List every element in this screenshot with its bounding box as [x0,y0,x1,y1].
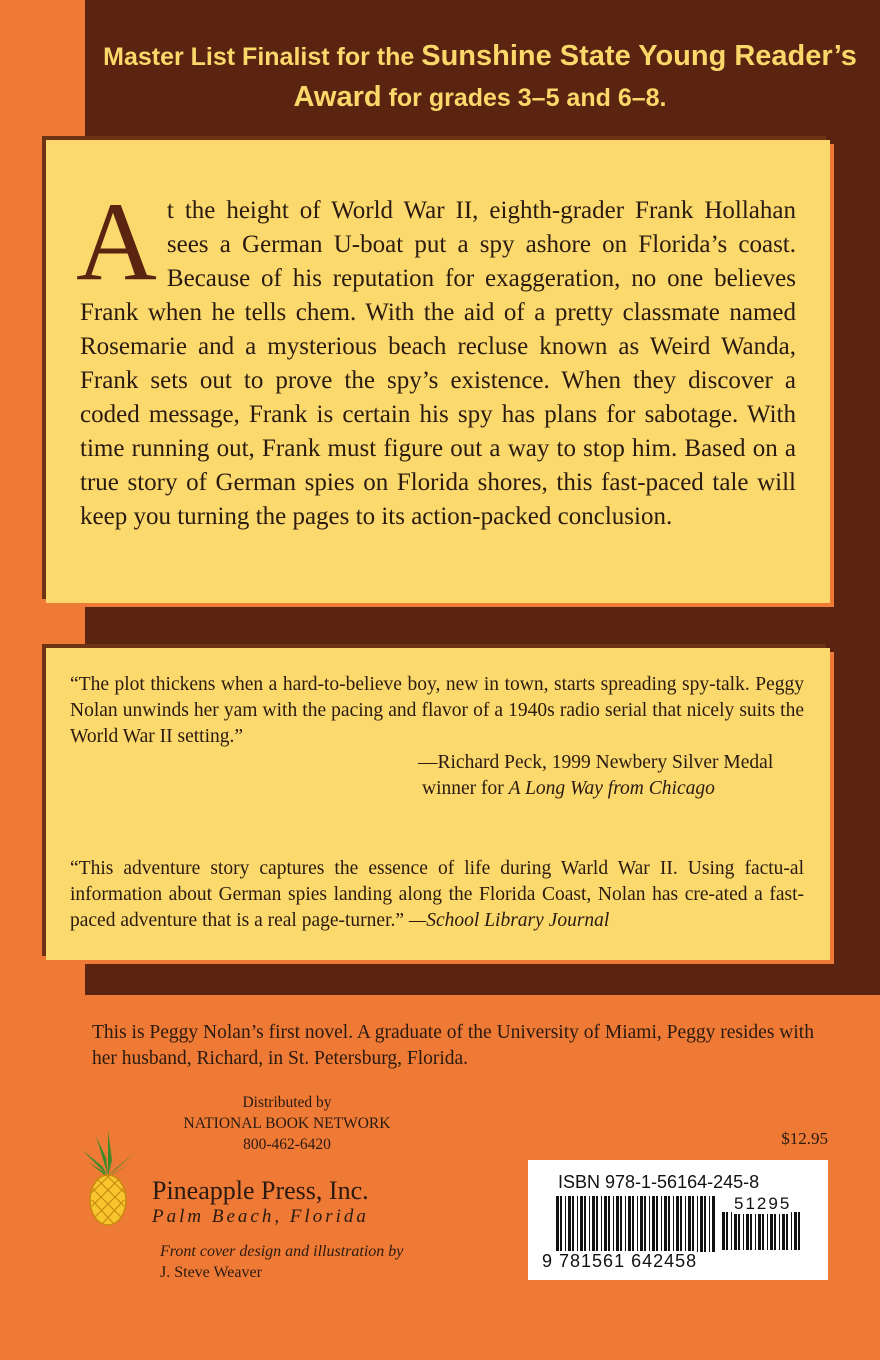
barcode-bar [565,1196,566,1252]
barcode-bar [604,1196,607,1252]
barcode-digits: 9 781561 642458 [542,1251,698,1271]
barcode-bar [738,1212,740,1250]
barcode-bar [620,1196,622,1252]
barcode-bar [704,1196,706,1252]
barcode-bar [798,1212,800,1250]
barcode-bar [577,1196,578,1252]
barcode-bar [628,1196,631,1252]
barcode-box [528,1160,828,1280]
cover-credit [160,1241,403,1283]
barcode-bar [589,1196,590,1252]
barcode-bar [608,1196,610,1252]
barcode-bar [625,1196,626,1252]
barcode-bar [596,1196,598,1252]
publisher-name: Pineapple Press, Inc. [152,1176,369,1205]
barcode-bar [791,1212,792,1250]
review-text-slj: “This adventure story captures the essence of life during Warld War II. Using factu-al information about German spies landing along the Florida Coast, Nolan has cre-ated a fast-paced adventure that is a real page-turner.” [70,858,804,931]
distributor-block [152,1092,422,1155]
award-name: Sunshine State Young Reader’s Award [293,40,857,113]
price-code: 51295 [734,1194,792,1213]
barcode-bar [664,1196,667,1252]
barcode-bar [774,1212,776,1250]
isbn-barcode [556,1196,718,1258]
barcode-bar [580,1196,583,1252]
reviews-panel [46,648,830,960]
barcode-bar [779,1212,780,1250]
barcode-bar [782,1212,785,1250]
attribution-line-1: —Richard Peck, 1999 Newbery Silver Medal [418,752,774,773]
isbn-label: ISBN 978-1-56164-245-8 [558,1172,760,1192]
synopsis-text [76,180,796,534]
barcode-bar [700,1196,703,1252]
barcode-bar [601,1196,602,1252]
barcode-bar [652,1196,655,1252]
barcode-bar [632,1196,634,1252]
barcode-bar [794,1212,797,1250]
barcode-bar [673,1196,674,1252]
award-header-part1: Master List Finalist for the [103,43,422,71]
barcode-bar [750,1212,752,1250]
drop-cap: A [76,180,157,304]
award-header [100,36,860,118]
publisher-city: Palm Beach, Florida [152,1206,369,1227]
price-barcode [722,1212,802,1258]
barcode-bar [656,1196,658,1252]
credit-designer: J. Steve Weaver [160,1264,262,1281]
barcode-bar [616,1196,619,1252]
barcode-bar [767,1212,768,1250]
award-header-part3: for grades 3–5 and 6–8. [381,84,667,112]
barcode-bar [731,1212,732,1250]
barcode-bar [592,1196,595,1252]
barcode-bar [572,1196,574,1252]
synopsis-body: t the height of World War II, eighth-grader Frank Hollahan sees a German U-boat put a spy ashore on Florida’s coast. Because of his reputation for exaggeration, no one believes Frank when he tells chem. With the aid of a pretty classmate named Rosemarie and a mysterious beach recluse known as Weird Wanda, Frank sets out to prove the spy’s existence. When they discover a coded message, Frank is certain his spy has plans for sabotage. With time running out, Frank must figure out a way to stop him. Based on a true story of German spies on Florida shores, this fast-paced tale will keep you turning the pages to its action-packed conclusion. [80,197,796,530]
author-bio: This is Peggy Nolan’s first novel. A graduate of the University of Miami, Peggy resides with her husband, Richard, in St. Petersburg, Florida. [92,1022,814,1069]
pineapple-logo-icon [78,1128,140,1228]
barcode-bar [755,1212,756,1250]
barcode-bar [640,1196,643,1252]
barcode-bar [722,1212,725,1250]
barcode-bar [613,1196,614,1252]
review-source-slj: —School Library Journal [408,910,610,931]
barcode-bar [644,1196,646,1252]
barcode-bar [568,1196,571,1252]
distributor-phone: 800-462-6420 [243,1136,331,1153]
barcode-bar [556,1196,559,1252]
credit-text: Front cover design and illustration by [160,1243,404,1260]
barcode-bar [692,1196,694,1252]
barcode-bar [649,1196,650,1252]
barcode-bar [770,1212,773,1250]
barcode-bar [743,1212,744,1250]
barcode-bar [676,1196,679,1252]
credit-line-1 [160,1241,403,1262]
barcode-bar [560,1196,562,1252]
price-label: $12.95 [781,1129,828,1148]
attribution-line-2 [418,776,818,802]
review-quote-slj [70,856,804,934]
distributor-label: Distributed by [242,1094,332,1111]
barcode-bar [680,1196,682,1252]
barcode-bar [688,1196,691,1252]
barcode-bar [726,1212,728,1250]
barcode-bar [746,1212,749,1250]
barcode-bar [668,1196,670,1252]
barcode-bar [734,1212,737,1250]
distributor-name: NATIONAL BOOK NETWORK [183,1115,391,1132]
barcode-bar [758,1212,761,1250]
review-quote-peck: “The plot thickens when a hard-to-believe boy, new in town, starts spreading spy-talk. Peggy Nolan unwinds her yam with the pacing and flavor of a 1940s radio serial that nicely suits the World War II setting.” [70,674,804,747]
barcode-bar [584,1196,586,1252]
book-title-reference: A Long Way from Chicago [508,778,715,799]
barcode-bar [685,1196,686,1252]
synopsis-panel [46,140,830,603]
attribution-prefix: winner for [422,778,509,799]
barcode-bar [712,1196,715,1252]
barcode-bar [661,1196,662,1252]
barcode-bar [786,1212,788,1250]
barcode-bar [762,1212,764,1250]
barcode-bar [709,1196,710,1252]
barcode-bar [697,1196,698,1252]
review-attribution-peck [418,750,818,802]
barcode-bar [637,1196,638,1252]
